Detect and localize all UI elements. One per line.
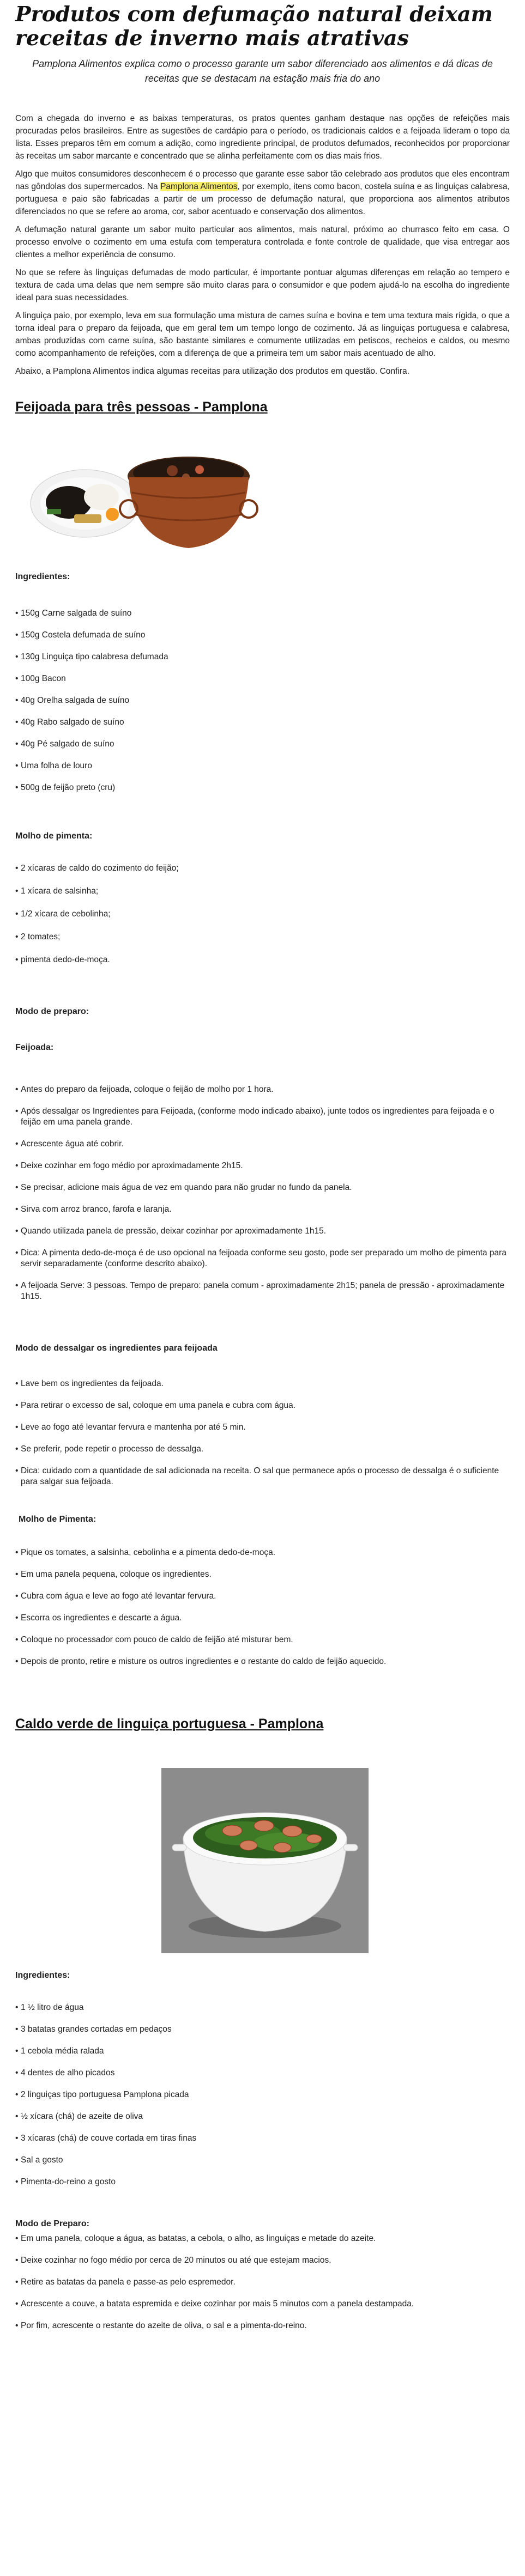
list-item: • 2 xícaras de caldo do cozimento do feijão; xyxy=(15,863,510,874)
list-item: • Retire as batatas da panela e passe-as pelo espremedor. xyxy=(15,2277,510,2288)
list-item: • 1 xícara de salsinha; xyxy=(15,886,510,897)
list-item: • 500g de feijão preto (cru) xyxy=(15,782,510,793)
list-item: • Quando utilizada panela de pressão, deixar cozinhar por aproximadamente 1h15. xyxy=(15,1226,510,1237)
list-item: • Cubra com água e leve ao fogo até levantar fervura. xyxy=(15,1591,510,1602)
molho-list xyxy=(15,1547,510,1667)
list-item: • 1 cebola média ralada xyxy=(15,2046,510,2057)
list-item: • Antes do preparo da feijoada, coloque o feijão de molho por 1 hora. xyxy=(15,1084,510,1095)
list-item: • 130g Linguiça tipo calabresa defumada xyxy=(15,652,510,663)
list-item: • Acrescente a couve, a batata espremida e deixe cozinhar por mais 5 minutos com a panela destampada. xyxy=(15,2299,510,2310)
list-item: • Para retirar o excesso de sal, coloque em uma panela e cubra com água. xyxy=(15,1400,510,1411)
preparo-label: Modo de Preparo: xyxy=(15,2219,90,2228)
feijoada-ingredients-list xyxy=(15,608,510,793)
list-item: • 150g Carne salgada de suíno xyxy=(15,608,510,619)
dessalgar-list xyxy=(15,1378,510,1487)
list-item: • Pimenta-do-reino a gosto xyxy=(15,2177,510,2188)
dessalgar-label: Modo de dessalgar os ingredientes para feijoada xyxy=(15,1344,218,1353)
pimenta-label: Molho de pimenta: xyxy=(15,831,93,841)
list-item: • Acrescente água até cobrir. xyxy=(15,1139,510,1150)
list-item: • Sal a gosto xyxy=(15,2155,510,2166)
list-item: • 100g Bacon xyxy=(15,673,510,684)
list-item: • 40g Rabo salgado de suíno xyxy=(15,717,510,728)
list-item: • 4 dentes de alho picados xyxy=(15,2068,510,2079)
ingredients-label: Ingredientes: xyxy=(15,572,70,581)
highlight-brand: Pamplona Alimentos xyxy=(160,182,238,191)
list-item: • Em uma panela, coloque a água, as batatas, a cebola, o alho, as linguiças e metade do azeite. xyxy=(15,2233,510,2244)
list-item: • 2 linguiças tipo portuguesa Pamplona picada xyxy=(15,2089,510,2100)
list-item: • Escorra os ingredientes e descarte a água. xyxy=(15,1613,510,1624)
list-item: • Deixe cozinhar no fogo médio por cerca de 20 minutos ou até que estejam macios. xyxy=(15,2255,510,2266)
list-item: • 3 xícaras (chá) de couve cortada em tiras finas xyxy=(15,2133,510,2144)
list-item: • Se preferir, pode repetir o processo de dessalga. xyxy=(15,1444,510,1455)
list-item: • pimenta dedo-de-moça. xyxy=(15,955,510,965)
list-item: • 150g Costela defumada de suíno xyxy=(15,630,510,641)
list-item: • 3 batatas grandes cortadas em pedaços xyxy=(15,2024,510,2035)
caldo-steps-list xyxy=(15,2233,510,2331)
intro-paragraph: Abaixo, a Pamplona Alimentos indica algumas receitas para utilização dos produtos em questão. Confira. xyxy=(15,367,409,376)
feijoada-label: Feijoada: xyxy=(15,1043,54,1052)
list-item: • Depois de pronto, retire e misture os outros ingredientes e o restante do caldo de feijão aquecido. xyxy=(15,1656,510,1667)
intro-paragraph: A linguiça paio, por exemplo, leva em sua formulação uma mistura de carnes suína e bovina e tem uma textura mais rígida, o que a torna ideal para o preparo da feijoada, que em geral tem um tempo longo de cozimento. Já as linguiças portuguesa e calabresa, ambas produzidas com carne suína, são bastante similares e comumente utilizadas em petiscos, recheios e caldos, ou mesmo como acompanhamento de refeições, com a diferença de que a primeira tem um sabor mais acentuado de alho. xyxy=(15,311,510,358)
recipe-heading-caldo: Caldo verde de linguiça portuguesa - Pamplona xyxy=(15,1716,324,1731)
list-item: • 1 ½ litro de água xyxy=(15,2002,510,2013)
list-item: • 1/2 xícara de cebolinha; xyxy=(15,909,510,920)
feijoada-photo xyxy=(25,427,260,558)
list-item: • Deixe cozinhar em fogo médio por aproximadamente 2h15. xyxy=(15,1161,510,1171)
preparo-label: Modo de preparo: xyxy=(15,1007,89,1016)
recipe-heading-feijoada: Feijoada para três pessoas - Pamplona xyxy=(15,399,268,415)
list-item: • A feijoada Serve: 3 pessoas. Tempo de preparo: panela comum - aproximadamente 2h15; panela de pressão - aproximadamente 1h15. xyxy=(15,1280,510,1302)
caldo-photo xyxy=(161,1768,369,1953)
molho-label: Molho de Pimenta: xyxy=(19,1515,96,1524)
caldo-ingredients-list xyxy=(15,2002,510,2188)
list-item: • 2 tomates; xyxy=(15,932,510,943)
list-item: • Sirva com arroz branco, farofa e laranja. xyxy=(15,1204,510,1215)
intro-paragraph: Com a chegada do inverno e as baixas temperaturas, os pratos quentes ganham destaque nas opções de refeições mais procuradas pelos brasileiros. Entre as sugestões de cardápio para o período, os tradicionais caldos e a feijoada lideram o topo da lista. Esses preparos têm em comum a adição, como ingrediente principal, de produtos defumados, reconhecidos por proporcionar às receitas um sabor marcante e concentrado que se alinha perfeitamente com os dias mais frios. xyxy=(15,114,510,161)
list-item: • Uma folha de louro xyxy=(15,761,510,771)
intro-paragraph: Algo que muitos consumidores desconhecem é o processo que garante esse sabor tão celebrado aos produtos que eles encontram nas gôndolas dos supermercados. Na Pamplona Alimentos, por exemplo, itens como bacon, costela suína e as linguiças calabresa, portuguesa e paio são fabricadas a partir de um processo de defumação natural, que proporciona aos alimentos atributos diferenciados no que se refere ao aroma, cor, sabor acentuado e conservação dos alimentos. xyxy=(15,169,510,216)
article-body xyxy=(15,112,510,378)
list-item: • Se precisar, adicione mais água de vez em quando para não grudar no fundo da panela. xyxy=(15,1182,510,1193)
list-item: • Lave bem os ingredientes da feijoada. xyxy=(15,1378,510,1389)
list-item: • Por fim, acrescente o restante do azeite de oliva, o sal e a pimenta-do-reino. xyxy=(15,2320,510,2331)
list-item: • 40g Pé salgado de suíno xyxy=(15,739,510,750)
list-item: • Dica: A pimenta dedo-de-moça é de uso opcional na feijoada conforme seu gosto, pode ser preparado um molho de pimenta para servir separadamente (conforme descrito abaixo). xyxy=(15,1248,510,1269)
list-item: • 40g Orelha salgada de suíno xyxy=(15,695,510,706)
list-item: • Em uma panela pequena, coloque os ingredientes. xyxy=(15,1569,510,1580)
article-lede: Pamplona Alimentos explica como o processo garante um sabor diferenciado aos alimentos e dá dicas de receitas que se destacam na estação mais fria do ano xyxy=(32,58,493,84)
list-item: • ½ xícara (chá) de azeite de oliva xyxy=(15,2111,510,2122)
ingredients-label: Ingredientes: xyxy=(15,1971,70,1980)
feijoada-steps-list xyxy=(15,1084,510,1302)
list-item: • Após dessalgar os Ingredientes para Feijoada, (conforme modo indicado abaixo), junte todos os ingredientes para feijoada e o feijão em uma panela grande. xyxy=(15,1106,510,1128)
list-item: • Coloque no processador com pouco de caldo de feijão até misturar bem. xyxy=(15,1635,510,1645)
intro-paragraph: No que se refere às linguiças defumadas de modo particular, é importante pontuar algumas diferenças em relação ao tempero e textura de cada uma delas que nem sempre são muito claras para o consumidor e que podem ajudá-lo na escolha do ingrediente ideal para suas necessidades. xyxy=(15,268,510,302)
list-item: • Leve ao fogo até levantar fervura e mantenha por até 5 min. xyxy=(15,1422,510,1433)
list-item: • Dica: cuidado com a quantidade de sal adicionada na receita. O sal que permanece após o processo de dessalga é o suficiente para salgar sua feijoada. xyxy=(15,1466,510,1487)
article-title: Produtos com defumação natural deixam receitas de inverno mais atrativas xyxy=(15,2,493,50)
intro-paragraph: A defumação natural garante um sabor muito particular aos alimentos, mais natural, próximo ao churrasco feito em casa. O processo envolve o cozimento em uma estufa com temperatura controlada e fonte controle de qualidade, que visa entregar aos clientes a melhor experiência de consumo. xyxy=(15,225,510,259)
pimenta-list xyxy=(15,863,510,965)
list-item: • Pique os tomates, a salsinha, cebolinha e a pimenta dedo-de-moça. xyxy=(15,1547,510,1558)
